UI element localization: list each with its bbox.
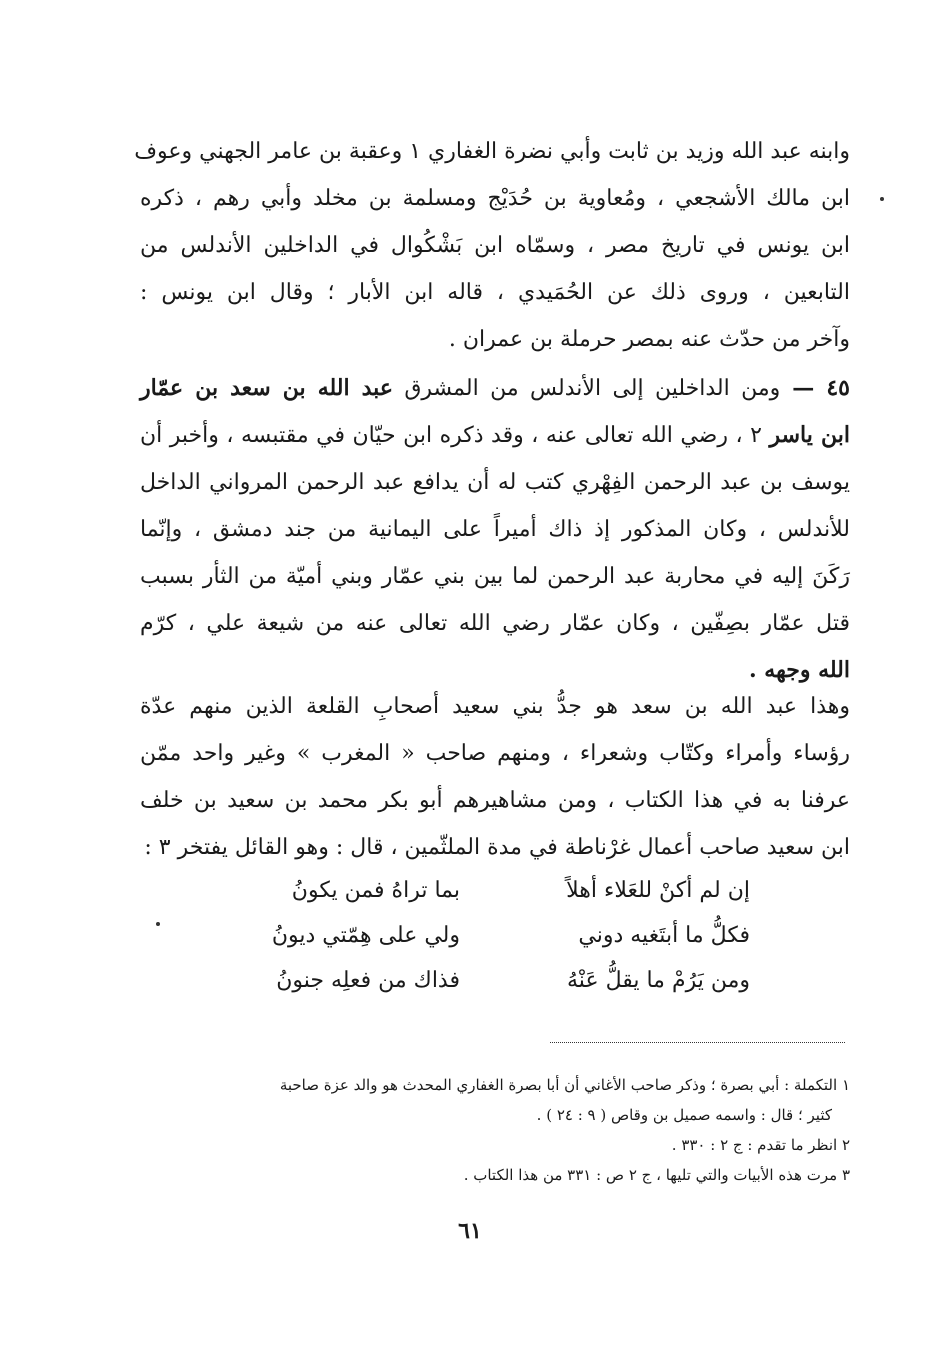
text-segment: ٢ ، رضي الله تعالى عنه ، وقد ذكره ابن حيّان في مقتبسه ، وأخبر أن	[140, 423, 770, 448]
verse-first-hemistich: إن لم أكنْ للعَلاء أهلاً	[566, 878, 750, 903]
verse-second-hemistich: فذاك من فعلِه جنونُ	[276, 968, 460, 993]
text-line: وآخر من حدّث عنه بمصر حرملة بن عمران .	[448, 327, 850, 352]
footnotes	[140, 1070, 850, 1190]
text-line	[140, 412, 850, 459]
entry-name-cont: ابن ياسر	[769, 422, 850, 448]
footnote-continuation: كثير ؛ قال : واسمه صميل بن وقاص ( ٩ : ٢٤ ) .	[536, 1106, 832, 1124]
poem	[250, 868, 750, 1003]
footnote: ١ التكملة : أبي بصرة ؛ وذكر صاحب الأغاني أن أبا بصرة الغفاري المحدث هو والد عزة صاحبة	[279, 1076, 850, 1094]
verse-first-hemistich: فكلُّ ما أبتَغيه دوني	[578, 923, 750, 948]
text-line: ابن سعيد صاحب أعمال غرْناطة في مدة الملثّمين ، قال : وهو القائل يفتخر ٣ :	[144, 835, 850, 860]
footnote: ٢ انظر ما تقدم : ج ٢ : ٣٣٠ .	[671, 1136, 850, 1154]
text-line: وابنه عبد الله وزيد بن ثابت وأبي نضرة الغفاري ١ وعقبة بن عامر الجهني وعوف	[134, 139, 850, 164]
poem-verse	[250, 868, 750, 913]
paragraph-3	[140, 683, 850, 871]
verse-second-hemistich: ولي على هِمّتي ديونُ	[271, 923, 460, 948]
entry-name: عبد الله بن سعد بن عمّار	[140, 375, 393, 401]
text-line: وهذا عبد الله بن سعد هو جدُّ بني سعيد أصحابِ القلعة الذين منهم عدّة	[140, 694, 850, 719]
entry-heading-line	[140, 365, 850, 412]
text-line: يوسف بن عبد الرحمن الفِهْري كتب له أن يدافع عبد الرحمن المرواني الداخل	[140, 470, 850, 495]
text-line: قتل عمّار بصِفّين ، وكان عمّار رضي الله تعالى عنه من شيعة علي ، كرّم	[140, 611, 850, 636]
footnote: ٣ مرت هذه الأبيات والتي تليها ، ج ٢ ص : ٣٣١ من هذا الكتاب .	[463, 1166, 850, 1184]
entry-number: ٤٥ —	[780, 375, 850, 401]
poem-verse	[250, 913, 750, 958]
text-line: عرفنا به في هذا الكتاب ، ومن مشاهيرهم أبو بكر محمد بن سعيد بن خلف	[140, 788, 850, 813]
page-number: ٦١	[458, 1218, 482, 1244]
text-line: التابعين ، وروى ذلك عن الحُمَيدي ، قاله ابن الأبار ؛ وقال ابن يونس :	[140, 280, 850, 305]
text-line: الله وجهه .	[748, 657, 850, 683]
text-line: للأندلس ، وكان المذكور إذ ذاك أميراً على اليمانية من جند دمشق ، وإنّما	[140, 517, 850, 542]
paragraph-1	[134, 128, 850, 363]
text-line: رؤساء وأمراء وكتّاب وشعراء ، ومنهم صاحب « المغرب » وغير واحد ممّن	[140, 741, 850, 766]
text-line: ابن يونس في تاريخ مصر ، وسمّاه ابن بَشْكُوال في الداخلين الأندلس من	[140, 233, 850, 258]
footnote-divider	[550, 1042, 845, 1043]
entry-intro-text: ومن الداخلين إلى الأندلس من المشرق	[392, 376, 781, 401]
scan-speck	[880, 197, 884, 201]
scan-speck	[156, 922, 160, 926]
text-line: ابن مالك الأشجعي ، ومُعاوية بن حُدَيْج ومسلمة بن مخلد وأبي رهم ، ذكره	[140, 186, 850, 211]
poem-verse	[250, 958, 750, 1003]
text-line: رَكَنَ إليه في محاربة عبد الرحمن لما بين بني عمّار وبني أميّة من الثأر بسبب	[140, 564, 850, 589]
verse-first-hemistich: ومن يَرُمْ ما يقلُّ عَنْهُ	[567, 968, 750, 993]
paragraph-2	[140, 365, 850, 694]
verse-second-hemistich: بما تراهُ فمن يكونُ	[291, 878, 460, 903]
